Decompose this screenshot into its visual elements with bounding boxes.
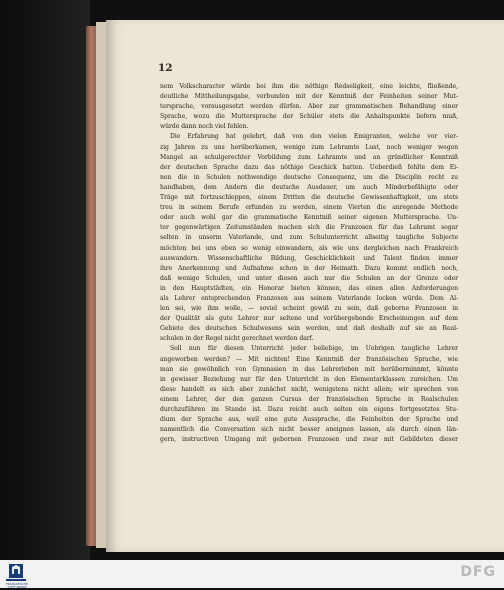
page-text — [160, 82, 458, 445]
text-line: tersprache, vorausgesetzt werden dürfen. Aber zur grammatischen Behandlung einer — [160, 103, 458, 111]
text-line: Soll nun für diesen Unterricht jeder beliebige, im Uebrigen taugliche Lehrer — [170, 345, 458, 353]
text-line: möchten bei uns eben so wenig einwandern, als wie uns dergleichen nach Frankreich — [160, 244, 458, 252]
text-line: diese handelt es sich aber zunächst nicht, wenigstens nicht allein; wir sprechen von — [160, 385, 458, 393]
text-line: Träge mit fortzuschleppen, einem Dritten die deutsche Gewissenhaftigkeit, um stets — [160, 194, 458, 202]
text-line: würde dann noch viel fehlen. — [160, 123, 249, 131]
text-line: in den Hauptstädten, ein Honorar bieten können, das einen allen Anforderungen — [160, 284, 458, 292]
text-line: Sprache, wozu die Muttersprache der Schüler stets die Anhaltspunkte liefern muß, — [160, 113, 458, 121]
viewer-footer-bar — [0, 560, 504, 588]
text-line: in gewisser Beziehung nur für den Unterricht in den Elementarklassen zureichen. Um — [160, 375, 458, 383]
text-line: daß wenige Schulen, und unter diesen auch nur die Schulen an der Grenze oder — [160, 274, 458, 282]
text-line: durchzuführen im Stande ist. Dazu reicht auch selten ein eigens fortgesetztes Stu- — [160, 406, 458, 413]
text-line: dium der Sprache aus, weil eine gute Aussprache, die Feinheiten der Sprache und — [160, 416, 458, 424]
text-line: zig Jahren zu uns herüberkamen, wenige zum Lehramte Lust, noch weniger wegen — [160, 143, 458, 151]
text-line: namentlich die Conversation sich nicht besser aneignen lassen, als durch einen län- — [160, 426, 458, 434]
text-line: angeworben werden? — Mit nichten! Eine Kenntniß der französischen Sprache, wie — [160, 355, 458, 363]
text-line: der deutschen Sprache dazu das nöthige Geschick hatten. Ueberdieß fehlte dem Ei- — [160, 163, 458, 171]
text-line: treu in seinem Berufe erfunden zu werden, einem Vierten die anregende Methode — [160, 204, 458, 212]
library-name: FRANCKESCHE STIFTUNGEN — [5, 582, 29, 589]
text-line: ihre Anerkennung und Aufnahme schon in der Heimath. Dazu kommt endlich noch, — [160, 264, 458, 272]
text-line: nen die in Schulen nothwendige deutsche Consequenz, um die Disciplin recht zu — [160, 173, 458, 181]
text-line: oder auch wohl gar die grammatische Kenntniß seiner eigenen Muttersprache. Un- — [160, 214, 458, 222]
text-line: gern, instructiven Umgang mit gebornen Franzosen und zwar mit Gebildeten dieser — [160, 436, 458, 444]
text-line: Gebiete des deutschen Schulwesens sein werden, und daß deshalb auf sie an Real- — [160, 325, 458, 333]
text-line: nem Volkscharacter würde bei ihm die nöthige Redseligkeit, eine leichte, fließende, — [160, 83, 458, 90]
text-line: ter gegenwärtigen Zeitumständen machen sich die Franzosen für das Lehramt sogar — [160, 224, 458, 232]
text-line: Mangel an schulgerechter Vorbildung zum Lehramte und an gründlicher Kenntniß — [160, 153, 458, 161]
dfg-logo-icon: DFG — [460, 564, 496, 580]
scan-backdrop — [0, 0, 90, 560]
text-line: man sie gewöhnlich von Gymnasien in das Lehrerleben mit herüberminnmt, könnte — [160, 365, 458, 373]
text-line: einem Lehrer, der den ganzen Cursus der französischen Sprache in Realschulen — [160, 395, 458, 403]
text-line: selten in unserm Vaterlande, und zum Schulunterricht allseitig taugliche Subjecte — [160, 234, 458, 242]
text-line: deutliche Mittheilungsgabe, verbunden mit der Kenntniß der Feinheiten seiner Mut- — [160, 93, 458, 101]
text-line: als Lehrer entsprechenden Franzosen aus seinem Vaterlande locken würde. Dem Al- — [160, 294, 458, 302]
text-line: handhaben, dem Andern die deutsche Ausdauer, um auch Minderbefähigte oder — [160, 183, 458, 191]
text-line: len sei, wie ihm wolle, — soviel scheint gewiß zu sein, daß geborne Franzosen in — [160, 305, 458, 313]
text-line: Die Erfahrung hat gelehrt, daß von den vielen Emigranten, welche vor vier- — [170, 133, 458, 141]
text-line: der Qualität als gute Lehrer nur seltene und vorübergehende Erscheinungen auf dem — [160, 315, 458, 323]
text-line: schulen in der Regel nicht gerechnet werden darf. — [160, 335, 314, 343]
text-line: auswandern. Wissenschaftliche Bildung, Geschicklichkeit und Talent finden immer — [160, 254, 458, 262]
page-number: 12 — [158, 62, 173, 74]
